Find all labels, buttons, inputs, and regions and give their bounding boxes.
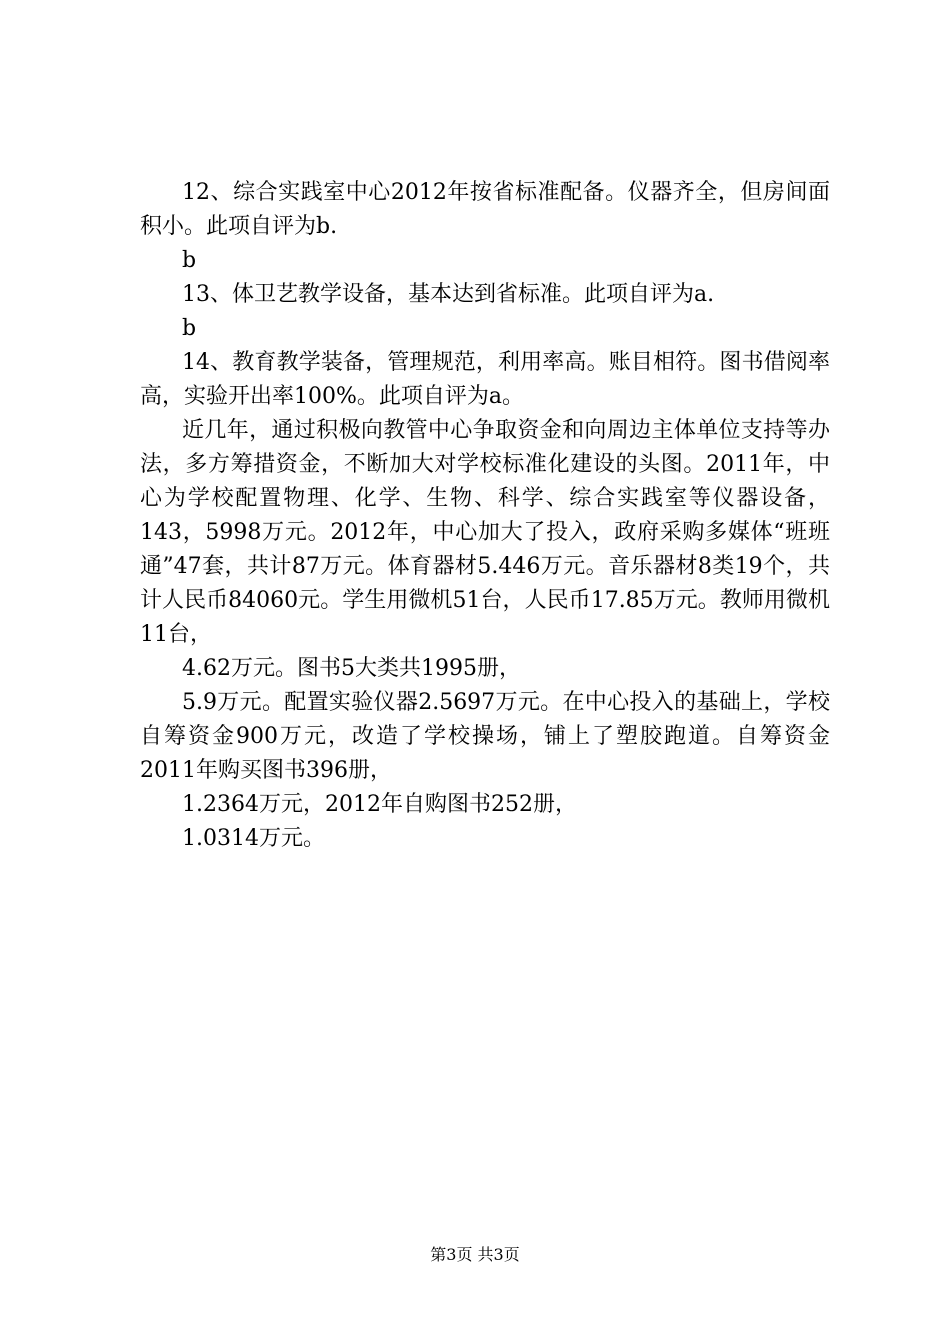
paragraph-funding-summary: 近几年，通过积极向教管中心争取资金和向周边主体单位支持等办法，多方筹措资金，不断加大对学校标准化建设的头图。2011年，中心为学校配置物理、化学、生物、科学、综合实践室等仪器设备，143，5998万元。2012年，中心加大了投入，政府采购多媒体“班班通”47套，共计87万元。体育器材5.446万元。音乐器材8类19个，共计人民币84060元。学生用微机51台，人民币17.85万元。教师用微机11台， bbox=[140, 418, 830, 647]
paragraph-self-funding: 5.9万元。配置实验仪器2.5697万元。在中心投入的基础上，学校自筹资金900万元，改造了学校操场，铺上了塑胶跑道。自筹资金2011年购买图书396册， bbox=[140, 690, 830, 783]
paragraph-item-14: 14、教育教学装备，管理规范，利用率高。账目相符。图书借阅率高，实验开出率100%。此项自评为a。 bbox=[140, 350, 830, 409]
paragraph-item-13: 13、体卫艺教学设备，基本达到省标准。此项自评为a. bbox=[182, 282, 715, 307]
paragraph-books-amount: 4.62万元。图书5大类共1995册， bbox=[182, 656, 521, 681]
paragraph-final-amount: 1.0314万元。 bbox=[182, 826, 325, 851]
paragraph-rating-b-2: b bbox=[182, 316, 197, 341]
document-body bbox=[140, 176, 830, 856]
paragraph-books-2012: 1.2364万元，2012年自购图书252册， bbox=[182, 792, 577, 817]
page-footer: 第3页 共3页 bbox=[430, 1245, 520, 1264]
paragraph-rating-b-1: b bbox=[182, 248, 197, 273]
paragraph-item-12: 12、综合实践室中心2012年按省标准配备。仪器齐全，但房间面积小。此项自评为b. bbox=[140, 180, 830, 239]
